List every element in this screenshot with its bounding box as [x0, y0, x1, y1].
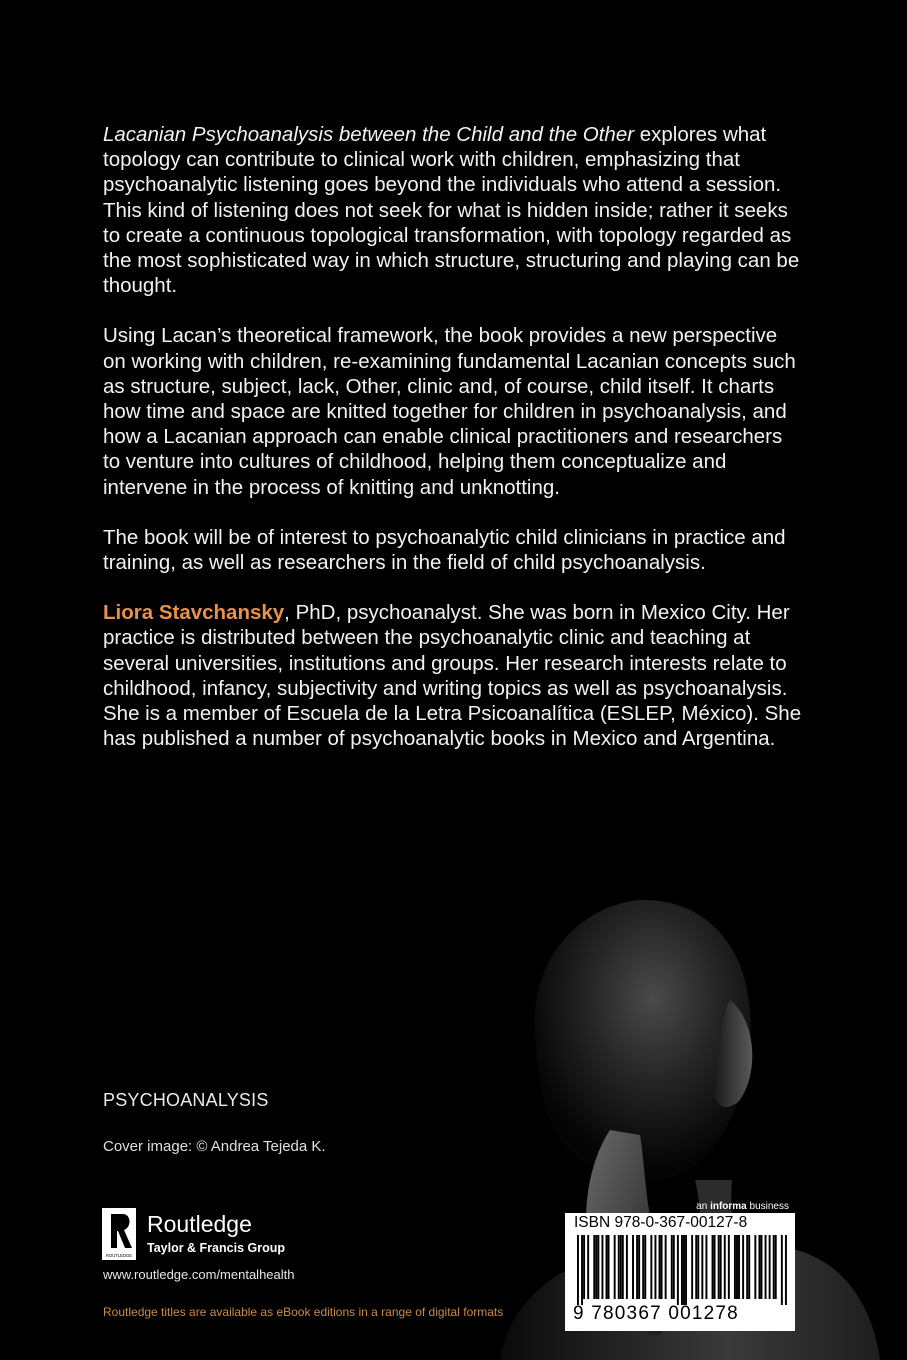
barcode-bar — [775, 1235, 777, 1299]
cover-credit: Cover image: © Andrea Tejeda K. — [103, 1138, 326, 1155]
barcode-bar — [754, 1235, 756, 1299]
barcode-bar — [618, 1235, 620, 1299]
barcode-bar — [673, 1235, 675, 1299]
barcode-bar — [728, 1235, 730, 1299]
barcode-bar — [738, 1235, 740, 1299]
barcode-bar — [765, 1235, 767, 1299]
barcode-bar — [712, 1235, 714, 1299]
barcode-bar — [681, 1235, 683, 1305]
barcode-bar — [593, 1235, 595, 1299]
barcode-bar — [650, 1235, 652, 1299]
barcode-bar — [761, 1235, 763, 1299]
informa-brand: informa — [710, 1201, 747, 1212]
publisher-logo — [102, 1208, 342, 1260]
barcode-bar — [785, 1235, 787, 1305]
barcode-bar — [659, 1235, 661, 1299]
publisher-name: Routledge — [147, 1211, 252, 1237]
barcode-bar — [622, 1235, 624, 1299]
routledge-mark-icon — [102, 1208, 136, 1260]
blurb-paragraph-1-text: explores what topology can contribute to clinical work with children, emphasizing that psychoanalytic listening goes beyond the individuals who attend a session. This kind of listening does not seek for what is hidden inside; rather it seeks to create a continuous topological transformation, with topology regarded as the most sophisticated way in which structure, structuring and playing can be thought. — [103, 123, 800, 298]
author-bio — [103, 600, 803, 751]
barcode-bar — [642, 1235, 644, 1299]
barcode-bar — [644, 1235, 646, 1299]
barcode-bar — [608, 1235, 610, 1299]
blurb-paragraph-1 — [103, 122, 803, 298]
barcode-bar — [601, 1235, 603, 1299]
barcode-bar — [695, 1235, 697, 1299]
author-name: Liora Stavchansky — [103, 601, 285, 625]
informa-business — [696, 1201, 789, 1212]
barcode-digits: 9 780367 001278 — [573, 1303, 739, 1324]
barcode-bar — [685, 1235, 687, 1305]
barcode-bar — [746, 1235, 748, 1299]
mark-text: ROUTLEDGE — [105, 1253, 133, 1258]
barcode-bar — [632, 1235, 634, 1299]
barcode-bar — [638, 1235, 640, 1299]
barcode-bar — [781, 1235, 783, 1305]
barcode-bar — [597, 1235, 599, 1299]
barcode-bar — [724, 1235, 726, 1299]
barcode-bar — [677, 1235, 679, 1305]
blurb — [103, 122, 803, 776]
ebook-note: Routledge titles are available as eBook editions in a range of digital formats — [103, 1305, 504, 1319]
barcode-bar — [671, 1235, 673, 1299]
barcode-bar — [697, 1235, 699, 1299]
barcode-bar — [742, 1235, 744, 1299]
barcode-bar — [587, 1235, 589, 1299]
barcode-bar — [595, 1235, 597, 1299]
barcode-bar — [614, 1235, 616, 1299]
barcode-box — [565, 1213, 795, 1331]
barcode-bar — [577, 1235, 579, 1305]
barcode-bar — [705, 1235, 707, 1299]
informa-prefix: an — [696, 1201, 711, 1212]
publisher-group: Taylor & Francis Group — [147, 1241, 285, 1255]
barcode — [577, 1235, 787, 1305]
head-shape — [535, 900, 751, 1180]
barcode-bar — [769, 1235, 771, 1299]
barcode-bar — [620, 1235, 622, 1299]
barcode-bar — [606, 1235, 608, 1299]
barcode-bar — [626, 1235, 628, 1299]
barcode-bar — [718, 1235, 720, 1299]
barcode-bar — [720, 1235, 722, 1299]
barcode-bar — [581, 1235, 583, 1305]
barcode-bar — [773, 1235, 775, 1299]
subject-category: PSYCHOANALYSIS — [103, 1090, 269, 1110]
barcode-bar — [665, 1235, 667, 1299]
publisher-website[interactable]: www.routledge.com/mentalhealth — [103, 1267, 295, 1282]
blurb-paragraph-2: Using Lacan’s theoretical framework, the book provides a new perspective on working with children, re-examining fundamental Lacanian concepts such as structure, subject, lack, Other, clinic and, of course, child itself. It charts how time and space are knitted together for children in psychoanalysis, and how a Lacanian approach can enable clinical practitioners and researchers to venture into cultures of childhood, helping them conceptualize and intervene in the process of knitting and unknotting. — [103, 324, 796, 499]
isbn-text: ISBN 978-0-367-00127-8 — [574, 1214, 748, 1231]
book-title: Lacanian Psychoanalysis between the Child and the Other — [103, 123, 635, 146]
blurb-paragraph-3: The book will be of interest to psychoanalytic child clinicians in practice and training, as well as researchers in the field of child psychoanalysis. — [103, 525, 786, 575]
barcode-bar — [661, 1235, 663, 1299]
barcode-bar — [636, 1235, 638, 1299]
barcode-bar — [691, 1235, 693, 1299]
barcode-bar — [736, 1235, 738, 1299]
informa-suffix: business — [746, 1201, 789, 1212]
barcode-bar — [654, 1235, 656, 1299]
barcode-bar — [701, 1235, 703, 1299]
barcode-bar — [758, 1235, 760, 1299]
author-bio-text: , PhD, psychoanalyst. She was born in Mexico City. Her practice is distributed between the psychoanalytic clinic and teaching at several universities, institutions and groups. Her research interests relate to childhood, infancy, subjectivity and writing topics as well as psychoanalysis. She is a member of Escuela de la Letra Psicoanalítica (ESLEP, México). She has published a number of psychoanalytic books in Mexico and Argentina. — [103, 601, 802, 751]
barcode-bar — [748, 1235, 750, 1299]
barcode-bar — [683, 1235, 685, 1305]
barcode-bar — [734, 1235, 736, 1299]
barcode-bar — [714, 1235, 716, 1299]
barcode-bar — [583, 1235, 585, 1299]
